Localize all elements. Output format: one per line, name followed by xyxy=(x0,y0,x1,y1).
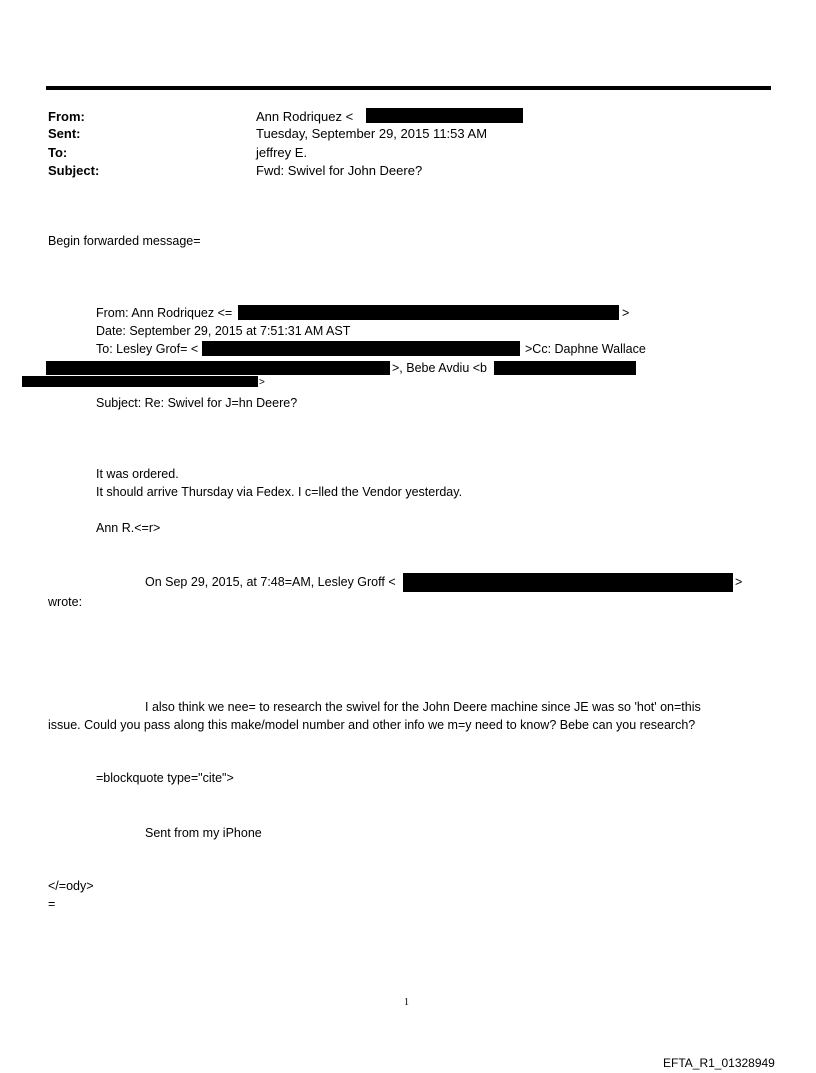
from-value: Ann Rodriquez < xyxy=(256,109,354,124)
sent-value: Tuesday, September 29, 2015 11:53 AM xyxy=(256,126,488,141)
to-label: To: xyxy=(48,145,68,160)
fwd-from-line: From: Ann Rodriquez <= xyxy=(96,306,233,320)
blockquote-line: =blockquote type="cite"> xyxy=(96,771,234,785)
redaction-box xyxy=(403,573,733,592)
begin-forwarded-line: Begin forwarded message= xyxy=(48,234,201,248)
header-rule xyxy=(46,86,771,90)
para-line-2: issue. Could you pass along this make/model number and other info we m=y need to know? Bebe can you research? xyxy=(48,718,696,732)
document-id-footer: EFTA_R1_01328949 xyxy=(663,1056,775,1070)
para-line-1: I also think we nee= to research the swivel for the John Deere machine since JE was so 'hot' on=this xyxy=(145,700,701,714)
quote-intro-line: On Sep 29, 2015, at 7:48=AM, Lesley Groff < xyxy=(145,575,396,589)
fwd-to-line: To: Lesley Grof= < xyxy=(96,342,199,356)
sent-from-line: Sent from my iPhone xyxy=(145,826,262,840)
fwd-cc-line: >Cc: Daphne Wallace xyxy=(525,342,646,356)
fwd-from-end: > xyxy=(622,306,630,320)
redaction-box xyxy=(494,361,636,375)
redaction-box xyxy=(22,376,258,387)
subject-label: Subject: xyxy=(48,163,100,178)
quote-intro-end: > xyxy=(735,575,743,589)
line-arrive: It should arrive Thursday via Fedex. I c=lled the Vendor yesterday. xyxy=(96,485,463,499)
fwd-subject-line: Subject: Re: Swivel for J=hn Deere? xyxy=(96,396,298,410)
fwd-cc-end: > xyxy=(259,377,265,388)
wrote-line: wrote: xyxy=(48,595,83,609)
redaction-box xyxy=(202,341,520,356)
subject-value: Fwd: Swivel for John Deere? xyxy=(256,163,423,178)
fwd-cc-cont: >, Bebe Avdiu <b xyxy=(392,361,487,375)
redaction-box xyxy=(366,108,523,123)
redaction-box xyxy=(238,305,619,320)
equals-line: = xyxy=(48,897,56,911)
redaction-box xyxy=(46,361,390,375)
signature: Ann R.<=r> xyxy=(96,521,161,535)
close-body-line: </=ody> xyxy=(48,879,94,893)
sent-label: Sent: xyxy=(48,126,81,141)
from-label: From: xyxy=(48,109,85,124)
fwd-date-line: Date: September 29, 2015 at 7:51:31 AM AST xyxy=(96,324,351,338)
page-number: 1 xyxy=(404,997,409,1008)
to-value: jeffrey E. xyxy=(256,145,308,160)
line-ordered: It was ordered. xyxy=(96,467,179,481)
